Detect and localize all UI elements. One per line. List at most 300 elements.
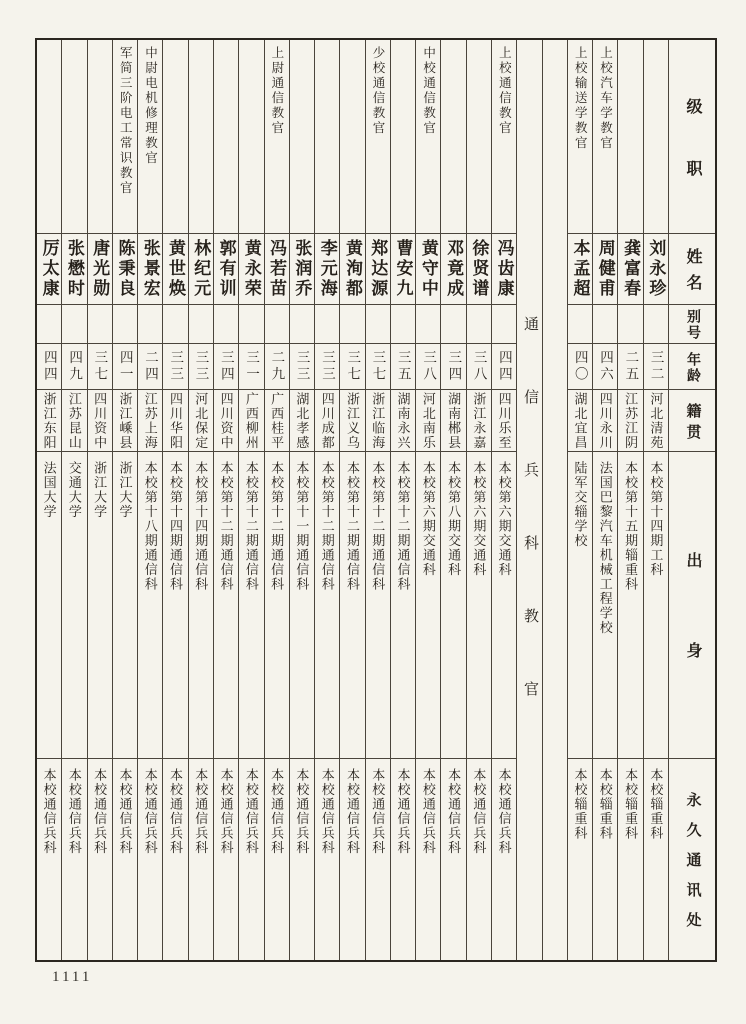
- address-cell: [315, 759, 339, 960]
- person-column: [137, 40, 162, 960]
- name-cell-text: 张景宏: [140, 239, 160, 299]
- person-column: [37, 40, 61, 960]
- address-cell: [239, 759, 263, 960]
- origin-cell-text: 法国大学: [41, 461, 57, 519]
- alias-cell: [340, 305, 364, 344]
- address-cell: [441, 759, 465, 960]
- native-place-cell: [88, 390, 112, 452]
- origin-cell-text: 本校第十八期通信科: [142, 461, 158, 592]
- native-place-cell: [366, 390, 390, 452]
- native-place-cell-text: 浙江东阳: [41, 391, 57, 450]
- native-place-cell: [290, 390, 314, 452]
- header-rank-label: 级职: [684, 97, 701, 222]
- age-cell-text: 三二: [648, 350, 664, 383]
- age-cell: [214, 344, 238, 390]
- person-column: [365, 40, 390, 960]
- address-cell-text: 本校通信兵科: [218, 768, 234, 855]
- native-place-cell: [644, 390, 668, 452]
- rank-cell: [113, 40, 137, 234]
- header-name-label: 姓名: [684, 248, 701, 300]
- address-cell: [113, 759, 137, 960]
- address-cell: [618, 759, 642, 960]
- rank-cell: [214, 40, 238, 234]
- name-cell-text: 黄永荣: [241, 239, 261, 299]
- age-cell: [315, 344, 339, 390]
- age-cell: [290, 344, 314, 390]
- rank-cell: [37, 40, 61, 234]
- age-cell: [239, 344, 263, 390]
- age-cell-text: 二四: [142, 350, 158, 383]
- name-cell-text: 黄洵都: [342, 239, 362, 299]
- alias-cell: [189, 305, 213, 344]
- address-cell: [416, 759, 440, 960]
- name-cell: [391, 234, 415, 305]
- name-cell-text: 张懋时: [64, 239, 84, 299]
- address-cell: [492, 759, 516, 960]
- rank-cell-text: 上校汽车学教官: [598, 46, 613, 151]
- origin-cell: [441, 452, 465, 759]
- person-column: [61, 40, 86, 960]
- address-cell-text: 本校通信兵科: [496, 768, 512, 855]
- person-column: [567, 40, 592, 960]
- name-cell: [290, 234, 314, 305]
- header-age-label: 年龄: [685, 351, 700, 384]
- name-cell-text: 曹安九: [393, 239, 413, 299]
- origin-cell: [618, 452, 642, 759]
- person-column: [339, 40, 364, 960]
- person-column: [188, 40, 213, 960]
- rank-cell-text: 上尉通信教官: [269, 46, 284, 136]
- native-place-cell: [138, 390, 162, 452]
- origin-cell: [163, 452, 187, 759]
- origin-cell: [214, 452, 238, 759]
- native-place-cell-text: 河北清苑: [648, 391, 664, 450]
- alias-cell: [62, 305, 86, 344]
- rank-cell: [340, 40, 364, 234]
- native-place-cell-text: 湖北孝感: [294, 391, 310, 450]
- rank-cell-text: 上校输送学教官: [573, 46, 588, 151]
- origin-cell-text: 本校第十四期工科: [648, 461, 664, 577]
- rank-cell: [416, 40, 440, 234]
- address-cell-text: 本校通信兵科: [142, 768, 158, 855]
- age-cell-text: 三七: [345, 350, 361, 383]
- header-rank: [669, 40, 715, 234]
- address-cell: [644, 759, 668, 960]
- address-cell: [467, 759, 491, 960]
- origin-cell: [340, 452, 364, 759]
- origin-cell-text: 本校第十二期通信科: [269, 461, 285, 592]
- age-cell-text: 三三: [294, 350, 310, 383]
- age-cell-text: 四四: [496, 350, 512, 383]
- age-cell: [416, 344, 440, 390]
- address-cell-text: 本校通信兵科: [193, 768, 209, 855]
- native-place-cell: [163, 390, 187, 452]
- address-cell: [62, 759, 86, 960]
- origin-cell-text: 本校第十一期通信科: [294, 461, 310, 592]
- name-cell-text: 陈秉良: [115, 239, 135, 299]
- age-cell-text: 二九: [269, 350, 285, 383]
- name-cell-text: 郑达源: [368, 239, 388, 299]
- alias-cell: [391, 305, 415, 344]
- native-place-cell-text: 广西桂平: [269, 391, 285, 450]
- native-place-cell-text: 四川华阳: [168, 391, 184, 450]
- name-cell: [239, 234, 263, 305]
- age-cell-text: 三三: [193, 350, 209, 383]
- name-cell-text: 厉太康: [39, 239, 59, 299]
- age-cell: [644, 344, 668, 390]
- native-place-cell-text: 湖南永兴: [395, 391, 411, 450]
- native-place-cell: [467, 390, 491, 452]
- name-cell: [644, 234, 668, 305]
- origin-cell: [467, 452, 491, 759]
- alias-cell: [37, 305, 61, 344]
- rank-cell: [138, 40, 162, 234]
- alias-cell: [618, 305, 642, 344]
- alias-cell: [568, 305, 592, 344]
- origin-cell-text: 本校第十二期通信科: [344, 461, 360, 592]
- header-origin-label: 出身: [684, 552, 701, 732]
- address-cell: [214, 759, 238, 960]
- address-cell-text: 本校通信兵科: [471, 768, 487, 855]
- header-name: [669, 234, 715, 305]
- alias-cell: [644, 305, 668, 344]
- address-cell-text: 本校通信兵科: [66, 768, 82, 855]
- name-cell: [492, 234, 516, 305]
- age-cell: [467, 344, 491, 390]
- header-age: [669, 344, 715, 390]
- age-cell: [568, 344, 592, 390]
- name-cell: [618, 234, 642, 305]
- name-cell: [113, 234, 137, 305]
- name-cell-text: 刘永珍: [646, 239, 666, 299]
- origin-cell-text: 交通大学: [66, 461, 82, 519]
- person-column: [466, 40, 491, 960]
- origin-cell-text: 本校第十二期通信科: [395, 461, 411, 592]
- header-address: [669, 759, 715, 960]
- address-cell-text: 本校通信兵科: [446, 768, 462, 855]
- native-place-cell-text: 河北保定: [193, 391, 209, 450]
- name-cell: [366, 234, 390, 305]
- address-cell-text: 本校通信兵科: [168, 768, 184, 855]
- person-column: [390, 40, 415, 960]
- address-cell-text: 本校通信兵科: [420, 768, 436, 855]
- origin-cell: [593, 452, 617, 759]
- native-place-cell-text: 四川乐至: [496, 391, 512, 450]
- alias-cell: [593, 305, 617, 344]
- native-place-cell-text: 浙江临海: [370, 391, 386, 450]
- native-place-cell: [62, 390, 86, 452]
- rank-cell: [88, 40, 112, 234]
- rank-cell-text: 上校通信教官: [497, 46, 512, 136]
- rank-cell: [315, 40, 339, 234]
- address-cell-text: 本校通信兵科: [395, 768, 411, 855]
- address-cell-text: 本校通信兵科: [243, 768, 259, 855]
- name-cell: [441, 234, 465, 305]
- person-column: [314, 40, 339, 960]
- age-cell: [265, 344, 289, 390]
- origin-cell: [239, 452, 263, 759]
- origin-cell-text: 本校第十四期通信科: [168, 461, 184, 592]
- native-place-cell: [113, 390, 137, 452]
- rank-cell-text: 军简三阶电工常识教官: [118, 46, 133, 196]
- origin-cell-text: 浙江大学: [92, 461, 108, 519]
- age-cell: [492, 344, 516, 390]
- native-place-cell-text: 浙江义乌: [344, 391, 360, 450]
- alias-cell: [214, 305, 238, 344]
- address-cell-text: 本校辎重科: [648, 768, 664, 841]
- person-column: [440, 40, 465, 960]
- address-cell-text: 本校通信兵科: [117, 768, 133, 855]
- origin-cell: [189, 452, 213, 759]
- alias-cell: [113, 305, 137, 344]
- rank-cell-text: 中尉电机修理教官: [143, 46, 158, 166]
- native-place-cell: [492, 390, 516, 452]
- native-place-cell-text: 湖北宜昌: [572, 391, 588, 450]
- address-cell-text: 本校通信兵科: [41, 768, 57, 855]
- name-cell-text: 林纪元: [191, 239, 211, 299]
- rank-cell: [62, 40, 86, 234]
- alias-cell: [265, 305, 289, 344]
- alias-cell: [416, 305, 440, 344]
- age-cell-text: 四九: [67, 350, 83, 383]
- name-cell: [265, 234, 289, 305]
- rank-cell: [189, 40, 213, 234]
- address-cell: [189, 759, 213, 960]
- native-place-cell: [416, 390, 440, 452]
- name-cell-text: 郭有训: [216, 239, 236, 299]
- native-place-cell-text: 四川成都: [319, 391, 335, 450]
- name-cell: [340, 234, 364, 305]
- header-column: [668, 40, 715, 960]
- age-cell-text: 三八: [421, 350, 437, 383]
- age-cell: [88, 344, 112, 390]
- native-place-cell-text: 广西柳州: [243, 391, 259, 450]
- address-cell: [163, 759, 187, 960]
- address-cell: [290, 759, 314, 960]
- rank-cell: [492, 40, 516, 234]
- rank-cell: [618, 40, 642, 234]
- native-place-cell: [189, 390, 213, 452]
- name-cell-text: 唐光勋: [90, 239, 110, 299]
- name-cell-text: 龚富春: [621, 239, 641, 299]
- person-column: [617, 40, 642, 960]
- native-place-cell: [391, 390, 415, 452]
- alias-cell: [239, 305, 263, 344]
- name-cell-text: 冯若苗: [267, 239, 287, 299]
- alias-cell: [138, 305, 162, 344]
- name-cell-text: 本孟超: [570, 239, 590, 299]
- alias-cell: [88, 305, 112, 344]
- alias-cell: [441, 305, 465, 344]
- name-cell-text: 李元海: [317, 239, 337, 299]
- address-cell-text: 本校辎重科: [572, 768, 588, 841]
- address-cell: [88, 759, 112, 960]
- age-cell: [37, 344, 61, 390]
- native-place-cell-text: 浙江嵊县: [117, 391, 133, 450]
- age-cell-text: 三一: [244, 350, 260, 383]
- rank-cell: [644, 40, 668, 234]
- name-cell-text: 张润乔: [292, 239, 312, 299]
- rank-cell: [391, 40, 415, 234]
- age-cell-text: 三四: [218, 350, 234, 383]
- name-cell: [138, 234, 162, 305]
- origin-cell: [366, 452, 390, 759]
- origin-cell-text: 本校第十二期通信科: [243, 461, 259, 592]
- age-cell-text: 四六: [598, 350, 614, 383]
- name-cell: [467, 234, 491, 305]
- person-column: [162, 40, 187, 960]
- address-cell-text: 本校通信兵科: [344, 768, 360, 855]
- name-cell: [416, 234, 440, 305]
- age-cell: [62, 344, 86, 390]
- age-cell: [113, 344, 137, 390]
- origin-cell: [138, 452, 162, 759]
- origin-cell: [290, 452, 314, 759]
- header-address-label: 永久通讯处: [684, 792, 701, 942]
- native-place-cell: [214, 390, 238, 452]
- address-cell: [593, 759, 617, 960]
- origin-cell: [416, 452, 440, 759]
- native-place-cell: [315, 390, 339, 452]
- name-cell: [315, 234, 339, 305]
- origin-cell-text: 本校第六期交通科: [471, 461, 487, 577]
- native-place-cell-text: 四川资中: [92, 391, 108, 450]
- native-place-cell-text: 四川资中: [218, 391, 234, 450]
- age-cell: [593, 344, 617, 390]
- age-cell: [138, 344, 162, 390]
- header-native: [669, 390, 715, 452]
- person-column: [491, 40, 516, 960]
- origin-cell-text: 本校第十四期通信科: [193, 461, 209, 592]
- name-cell: [163, 234, 187, 305]
- section-title-column: [516, 40, 541, 960]
- origin-cell-text: 本校第八期交通科: [446, 461, 462, 577]
- address-cell-text: 本校通信兵科: [294, 768, 310, 855]
- rank-cell: [593, 40, 617, 234]
- person-column: [213, 40, 238, 960]
- header-alias-label: 别号: [685, 309, 700, 341]
- address-cell: [568, 759, 592, 960]
- origin-cell-text: 浙江大学: [117, 461, 133, 519]
- rank-cell: [265, 40, 289, 234]
- alias-cell: [467, 305, 491, 344]
- native-place-cell-text: 江苏昆山: [66, 391, 82, 450]
- address-cell: [138, 759, 162, 960]
- section-spacer-column: [542, 40, 567, 960]
- alias-cell: [366, 305, 390, 344]
- address-cell-text: 本校通信兵科: [92, 768, 108, 855]
- origin-cell-text: 本校第十五期辎重科: [623, 461, 639, 592]
- alias-cell: [163, 305, 187, 344]
- header-alias: [669, 305, 715, 344]
- origin-cell: [37, 452, 61, 759]
- age-cell: [391, 344, 415, 390]
- origin-cell: [492, 452, 516, 759]
- rank-cell-text: 少校通信教官: [371, 46, 386, 136]
- name-cell-text: 周健甫: [595, 239, 615, 299]
- native-place-cell: [265, 390, 289, 452]
- age-cell-text: 二五: [623, 350, 639, 383]
- age-cell-text: 四〇: [572, 350, 588, 383]
- alias-cell: [290, 305, 314, 344]
- address-cell: [37, 759, 61, 960]
- name-cell: [37, 234, 61, 305]
- origin-cell: [391, 452, 415, 759]
- age-cell-text: 三三: [319, 350, 335, 383]
- age-cell: [340, 344, 364, 390]
- age-cell: [441, 344, 465, 390]
- header-origin: [669, 452, 715, 759]
- name-cell-text: 徐贤谱: [469, 239, 489, 299]
- page-number: 1111: [52, 969, 93, 985]
- origin-cell: [568, 452, 592, 759]
- origin-cell-text: 本校第十二期通信科: [370, 461, 386, 592]
- native-place-cell: [340, 390, 364, 452]
- origin-cell: [265, 452, 289, 759]
- rank-cell: [366, 40, 390, 234]
- native-place-cell: [568, 390, 592, 452]
- rank-cell: [239, 40, 263, 234]
- name-cell: [568, 234, 592, 305]
- age-cell-text: 三七: [92, 350, 108, 383]
- native-place-cell-text: 江苏上海: [142, 391, 158, 450]
- name-cell: [593, 234, 617, 305]
- origin-cell: [315, 452, 339, 759]
- name-cell-text: 黄世焕: [166, 239, 186, 299]
- person-column: [264, 40, 289, 960]
- address-cell: [265, 759, 289, 960]
- native-place-cell-text: 四川永川: [597, 391, 613, 450]
- alias-cell: [315, 305, 339, 344]
- name-cell: [214, 234, 238, 305]
- person-column: [643, 40, 668, 960]
- person-column: [289, 40, 314, 960]
- address-cell: [391, 759, 415, 960]
- origin-cell-text: 本校第六期交通科: [496, 461, 512, 577]
- age-cell: [163, 344, 187, 390]
- rank-cell: [163, 40, 187, 234]
- person-column: [592, 40, 617, 960]
- origin-cell-text: 本校第六期交通科: [420, 461, 436, 577]
- name-cell: [189, 234, 213, 305]
- native-place-cell: [618, 390, 642, 452]
- age-cell-text: 三五: [395, 350, 411, 383]
- roster-table: [35, 38, 717, 962]
- native-place-cell: [441, 390, 465, 452]
- age-cell: [366, 344, 390, 390]
- person-column: [87, 40, 112, 960]
- origin-cell: [88, 452, 112, 759]
- address-cell-text: 本校通信兵科: [370, 768, 386, 855]
- origin-cell: [113, 452, 137, 759]
- header-native-label: 籍贯: [684, 402, 701, 445]
- name-cell-text: 黄守中: [418, 239, 438, 299]
- origin-cell: [644, 452, 668, 759]
- rank-cell: [467, 40, 491, 234]
- address-cell-text: 本校通信兵科: [319, 768, 335, 855]
- origin-cell-text: 本校第十二期通信科: [218, 461, 234, 592]
- age-cell-text: 四一: [117, 350, 133, 383]
- native-place-cell-text: 河北南乐: [420, 391, 436, 450]
- age-cell-text: 三三: [168, 350, 184, 383]
- native-place-cell-text: 江苏江阴: [623, 391, 639, 450]
- origin-cell-text: 本校第十二期通信科: [319, 461, 335, 592]
- name-cell-text: 邓竟成: [444, 239, 464, 299]
- origin-cell: [62, 452, 86, 759]
- age-cell-text: 四四: [41, 350, 57, 383]
- address-cell-text: 本校辎重科: [623, 768, 639, 841]
- address-cell-text: 本校通信兵科: [269, 768, 285, 855]
